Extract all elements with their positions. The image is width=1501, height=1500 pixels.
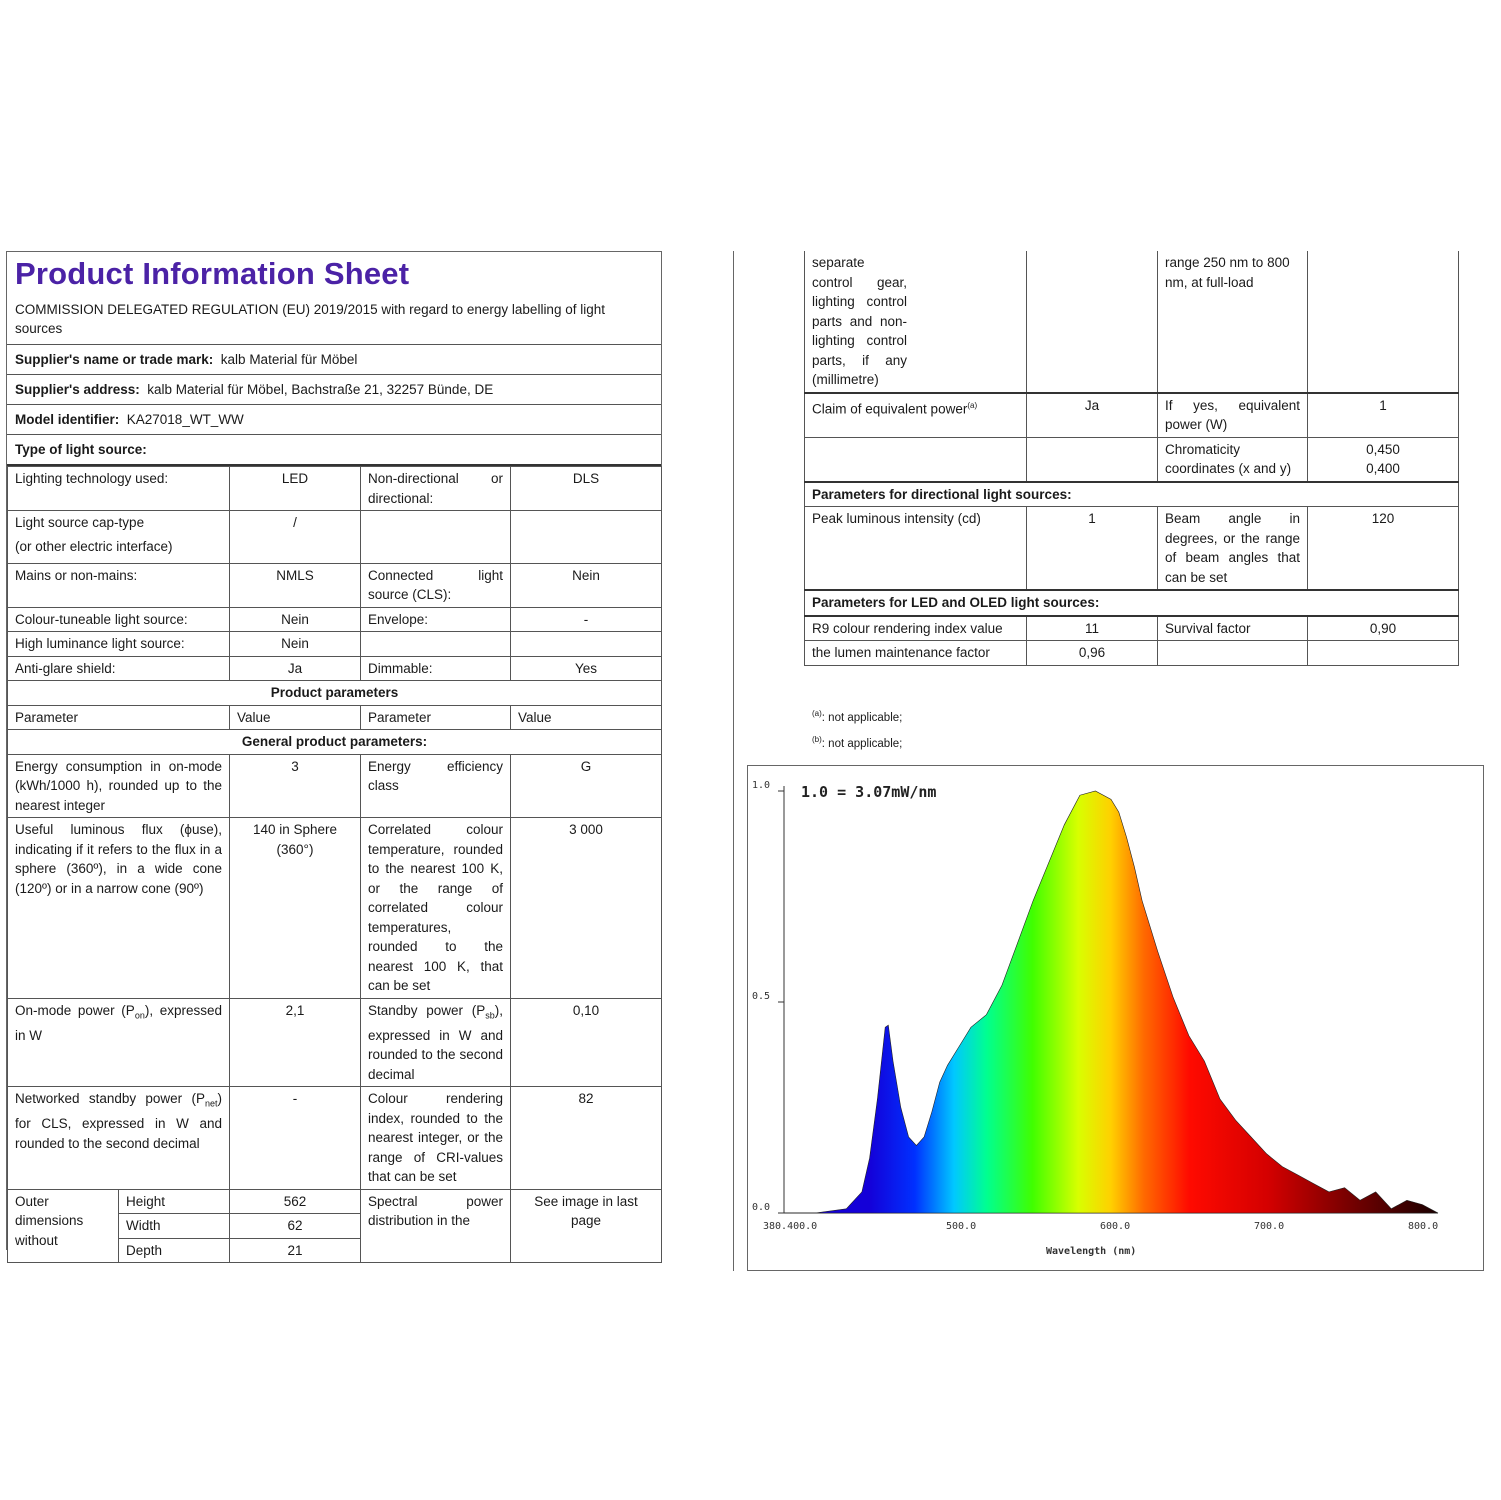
note-b-text: : not applicable; bbox=[821, 737, 903, 750]
peak-label: Peak luminous intensity (cd) bbox=[805, 507, 1027, 591]
table-row bbox=[8, 1190, 229, 1214]
x-tick-label: 800.0 bbox=[1408, 1221, 1439, 1232]
pnet-value: - bbox=[230, 1087, 361, 1190]
supplier-name-value: kalb Material für Möbel bbox=[220, 352, 358, 367]
dir-params-header: Parameters for directional light sources: bbox=[805, 482, 1459, 507]
general-parameters-header: General product parameters: bbox=[8, 730, 662, 755]
spd-label: Spectral power distribution in the bbox=[361, 1189, 511, 1263]
psb-label-b: ), expressed in W and rounded to the second decimal bbox=[368, 1002, 503, 1082]
pon-label bbox=[8, 998, 230, 1087]
regulation-text: COMMISSION DELEGATED REGULATION (EU) 2019/2015 with regard to energy labelling of light sources bbox=[15, 302, 605, 336]
note-b-mark: (b) bbox=[812, 734, 822, 744]
claim-label-text: Claim of equivalent power bbox=[812, 401, 968, 416]
survival-label: Survival factor bbox=[1158, 616, 1308, 641]
empty-cell bbox=[1158, 641, 1308, 666]
table-row bbox=[8, 818, 662, 999]
dir-value: DLS bbox=[511, 467, 662, 511]
pnet-label bbox=[8, 1087, 230, 1190]
chrom-label: Chromaticity coordinates (x and y) bbox=[1158, 437, 1308, 482]
ag-label: Anti-glare shield: bbox=[8, 656, 230, 681]
equiv-value: 1 bbox=[1308, 393, 1459, 438]
pon-value: 2,1 bbox=[230, 998, 361, 1087]
table-row bbox=[805, 616, 1459, 641]
table-row bbox=[805, 507, 1459, 591]
spd-value: See image in last page bbox=[511, 1189, 662, 1263]
table-row bbox=[805, 590, 1459, 616]
right-table-wrapper bbox=[804, 251, 1458, 666]
width-label: Width bbox=[119, 1214, 230, 1239]
psb-label-a: Standby power (P bbox=[368, 1002, 486, 1018]
left-sheet-page bbox=[6, 251, 662, 1258]
ag-value: Ja bbox=[230, 656, 361, 681]
table-row bbox=[8, 1189, 662, 1263]
cap-label bbox=[8, 511, 230, 564]
width-value: 62 bbox=[230, 1213, 360, 1238]
height-label: Height bbox=[126, 1193, 166, 1209]
page-title: Product Information Sheet bbox=[15, 256, 410, 291]
table-row bbox=[8, 681, 662, 706]
beam-value: 120 bbox=[1308, 507, 1459, 591]
equiv-label: If yes, equivalent power (W) bbox=[1158, 393, 1308, 438]
supplier-name-row bbox=[7, 344, 661, 374]
footnote-a bbox=[812, 703, 902, 729]
eec-label: Energy efficiency class bbox=[361, 754, 511, 818]
env-value: - bbox=[511, 607, 662, 632]
outer-dimensions-cell bbox=[8, 1189, 230, 1263]
claim-value: Ja bbox=[1027, 393, 1158, 438]
empty-cell bbox=[511, 511, 662, 564]
empty-cell bbox=[511, 632, 662, 657]
psb-label bbox=[361, 998, 511, 1087]
cont-range: range 250 nm to 800 nm, at full-load bbox=[1158, 251, 1308, 393]
claim-sup: (a) bbox=[967, 400, 978, 410]
footnotes bbox=[812, 703, 902, 755]
cap-label-2: (or other electric interface) bbox=[15, 538, 173, 554]
flux-value: 140 in Sphere (360°) bbox=[230, 818, 361, 999]
claim-label bbox=[805, 393, 1027, 438]
dimensions-subtable bbox=[8, 1190, 229, 1263]
empty-cell bbox=[1308, 251, 1459, 393]
lumen-label: the lumen maintenance factor bbox=[805, 641, 1027, 666]
height-value: 562 bbox=[283, 1193, 307, 1209]
table-row bbox=[8, 467, 662, 511]
r9-label: R9 colour rendering index value bbox=[805, 616, 1027, 641]
note-a-text: : not applicable; bbox=[821, 711, 903, 724]
hl-label: High luminance light source: bbox=[8, 632, 230, 657]
table-row bbox=[8, 705, 662, 730]
tech-label: Lighting technology used: bbox=[8, 467, 230, 511]
supplier-address-value: kalb Material für Möbel, Bachstraße 21, 32257 Bünde, DE bbox=[147, 382, 494, 397]
dim-label: Dimmable: bbox=[361, 656, 511, 681]
dir-label: Non-directional or directional: bbox=[361, 467, 511, 511]
table-row bbox=[8, 998, 662, 1087]
hl-value: Nein bbox=[230, 632, 361, 657]
beam-label: Beam angle in degrees, or the range of beam angles that can be set bbox=[1158, 507, 1308, 591]
spectrum-chart bbox=[748, 766, 1483, 1270]
outer-label: Outer dimensions without bbox=[8, 1190, 119, 1263]
supplier-name-label: Supplier's name or trade mark: bbox=[15, 352, 214, 367]
chrom-y: 0,400 bbox=[1366, 461, 1400, 476]
chrom-values bbox=[1308, 437, 1459, 482]
table-row bbox=[8, 656, 662, 681]
depth-label: Depth bbox=[119, 1238, 230, 1262]
table-row bbox=[805, 393, 1459, 438]
env-label: Envelope: bbox=[361, 607, 511, 632]
y-tick-label: 0.5 bbox=[752, 991, 771, 1002]
y-tick-label: 0.0 bbox=[752, 1202, 771, 1213]
cri-label: Colour rendering index, rounded to the nearest integer, or the range of CRI-values that can be set bbox=[361, 1087, 511, 1190]
table-row bbox=[8, 632, 662, 657]
table-row bbox=[805, 641, 1459, 666]
mains-label: Mains or non-mains: bbox=[8, 563, 230, 607]
cont-label bbox=[805, 251, 1027, 393]
led-params-header: Parameters for LED and OLED light sources: bbox=[805, 590, 1459, 616]
y-tick-label: 1.0 bbox=[752, 780, 771, 791]
table-row bbox=[8, 563, 662, 607]
cct-value: 3 000 bbox=[511, 818, 662, 999]
left-parameter-table bbox=[7, 466, 662, 1263]
supplier-address-label: Supplier's address: bbox=[15, 382, 140, 397]
model-label: Model identifier: bbox=[15, 412, 120, 427]
depth-value: 21 bbox=[230, 1238, 360, 1263]
cct-label: Correlated colour temperature, rounded to the nearest 100 K, or the range of correlated colour temperatures, rounded to the nearest 100 K, that can be set bbox=[361, 818, 511, 999]
survival-value: 0,90 bbox=[1308, 616, 1459, 641]
type-row bbox=[7, 434, 661, 466]
empty-cell bbox=[361, 511, 511, 564]
psb-value: 0,10 bbox=[511, 998, 662, 1087]
table-row bbox=[8, 511, 662, 564]
chart-title: 1.0 = 3.07mW/nm bbox=[801, 783, 937, 801]
energy-value: 3 bbox=[230, 754, 361, 818]
empty-cell bbox=[1027, 251, 1158, 393]
product-parameters-header: Product parameters bbox=[8, 681, 662, 706]
table-row bbox=[8, 754, 662, 818]
table-row bbox=[8, 1087, 662, 1190]
pnet-label-a: Networked standby power (P bbox=[15, 1091, 205, 1107]
tune-label: Colour-tuneable light source: bbox=[8, 607, 230, 632]
supplier-address-row bbox=[7, 374, 661, 404]
r9-value: 11 bbox=[1027, 616, 1158, 641]
x-axis-label: Wavelength (nm) bbox=[1046, 1246, 1137, 1257]
table-row bbox=[805, 437, 1459, 482]
psb-sub: sb bbox=[485, 1010, 495, 1021]
cls-label: Connected light source (CLS): bbox=[361, 563, 511, 607]
pon-sub: on bbox=[134, 1010, 145, 1021]
dim-value: Yes bbox=[511, 656, 662, 681]
right-parameter-table bbox=[804, 251, 1459, 666]
col-parameter: Parameter bbox=[361, 705, 511, 730]
x-tick-label: 600.0 bbox=[1100, 1221, 1131, 1232]
pon-label-a: On-mode power (P bbox=[15, 1002, 135, 1018]
cri-value: 82 bbox=[511, 1087, 662, 1190]
empty-cell bbox=[1027, 437, 1158, 482]
eec-value: G bbox=[511, 754, 662, 818]
model-value: KA27018_WT_WW bbox=[126, 412, 244, 427]
pnet-label-b: ) for CLS, expressed in W and rounded to the second decimal bbox=[15, 1091, 222, 1151]
table-row bbox=[8, 607, 662, 632]
cls-value: Nein bbox=[511, 563, 662, 607]
x-tick-label: 380.400.0 bbox=[763, 1221, 818, 1232]
col-value: Value bbox=[230, 705, 361, 730]
cap-label-1: Light source cap-type bbox=[15, 515, 145, 530]
footnote-b bbox=[812, 729, 902, 755]
cont-label-text: separate control gear, lighting control parts and non-lighting control parts, if any (millimetre) bbox=[812, 255, 907, 387]
col-value: Value bbox=[511, 705, 662, 730]
type-label: Type of light source: bbox=[15, 442, 147, 457]
table-row bbox=[805, 482, 1459, 507]
chrom-x: 0,450 bbox=[1366, 441, 1400, 457]
spectrum-chart-frame bbox=[747, 765, 1484, 1271]
table-row bbox=[805, 251, 1459, 393]
note-a-mark: (a) bbox=[812, 709, 822, 718]
energy-label: Energy consumption in on-mode (kWh/1000 h), rounded up to the nearest integer bbox=[8, 754, 230, 818]
peak-value: 1 bbox=[1027, 507, 1158, 591]
empty-cell bbox=[361, 632, 511, 657]
col-parameter: Parameter bbox=[8, 705, 230, 730]
flux-label: Useful luminous flux (ϕuse), indicating if it refers to the flux in a sphere (360º), in a wide cone (120º) or in a narrow cone (90º) bbox=[8, 818, 230, 999]
mains-value: NMLS bbox=[230, 563, 361, 607]
tune-value: Nein bbox=[230, 607, 361, 632]
pnet-sub: net bbox=[204, 1098, 218, 1109]
dimension-values-cell bbox=[230, 1189, 361, 1263]
tech-value: LED bbox=[230, 467, 361, 511]
empty-cell bbox=[805, 437, 1027, 482]
right-sheet-page bbox=[733, 251, 1501, 1271]
x-tick-label: 500.0 bbox=[946, 1221, 977, 1232]
spectrum-area bbox=[784, 791, 1438, 1213]
empty-cell bbox=[1308, 641, 1459, 666]
table-row bbox=[8, 730, 662, 755]
x-tick-label: 700.0 bbox=[1254, 1221, 1285, 1232]
pon-label-b: ), expressed in W bbox=[15, 1002, 222, 1043]
model-row bbox=[7, 404, 661, 434]
cap-value: / bbox=[230, 511, 361, 564]
lumen-value: 0,96 bbox=[1027, 641, 1158, 666]
